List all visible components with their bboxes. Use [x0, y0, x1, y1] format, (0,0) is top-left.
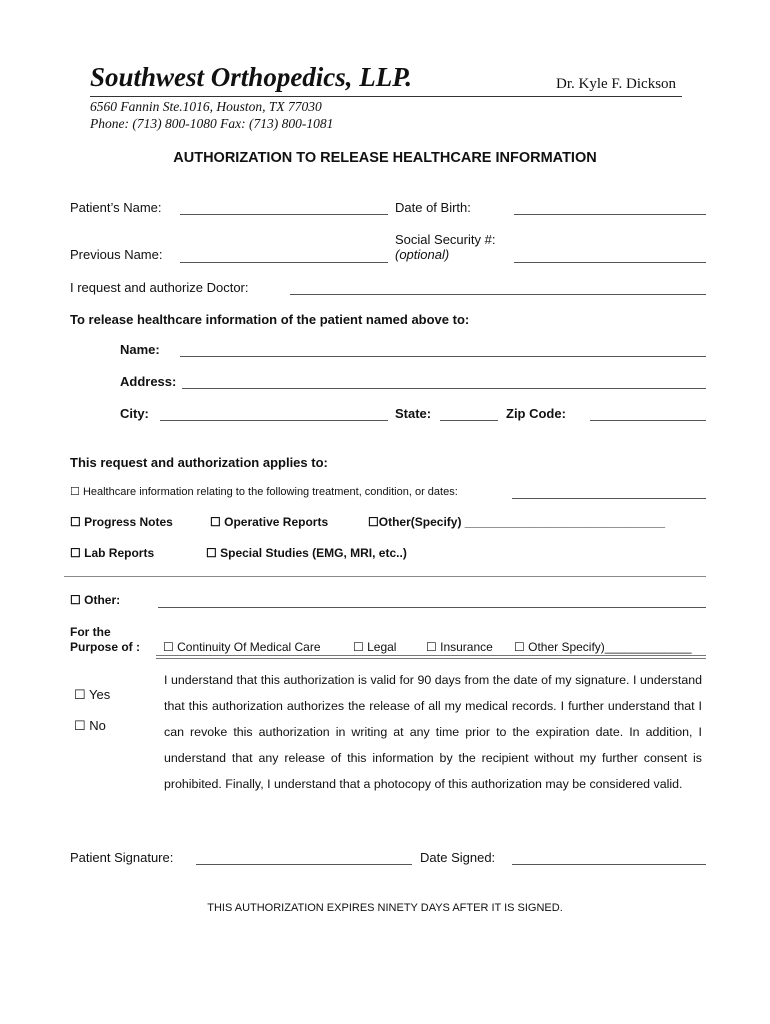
checkbox-icon[interactable]: ☐: [70, 515, 81, 529]
ssn-field[interactable]: [514, 262, 706, 263]
checkbox-icon[interactable]: ☐: [163, 640, 174, 654]
checkbox-icon[interactable]: ☐: [368, 515, 379, 529]
other-option[interactable]: [70, 593, 120, 607]
recipient-city-label: City:: [120, 406, 149, 421]
purpose-insurance-option[interactable]: [426, 640, 493, 654]
ssn-optional-note: (optional): [395, 247, 450, 262]
section-divider: [64, 576, 706, 577]
progress-notes-option[interactable]: [70, 515, 173, 529]
checkbox-icon[interactable]: ☐: [210, 515, 221, 529]
checkbox-icon[interactable]: ☐: [74, 687, 86, 702]
purpose-continuity-label: Continuity Of Medical Care: [177, 640, 321, 654]
purpose-divider: [156, 655, 706, 659]
recipient-state-label: State:: [395, 406, 432, 421]
checkbox-icon[interactable]: ☐: [70, 546, 81, 560]
healthcare-info-label: Healthcare information relating to the following treatment, condition, or dates:: [82, 486, 458, 498]
previous-name-field[interactable]: [180, 262, 388, 263]
expiration-notice: THIS AUTHORIZATION EXPIRES NINETY DAYS AFTER IT IS SIGNED.: [207, 902, 563, 914]
operative-reports-option[interactable]: [210, 515, 328, 529]
recipient-name-field[interactable]: [180, 356, 706, 357]
recipient-zip-label: Zip Code:: [506, 406, 566, 421]
purpose-other-label: Other Specify)_____________: [528, 640, 692, 654]
company-phone: Phone: (713) 800-1080 Fax: (713) 800-1081: [90, 116, 334, 131]
consent-yes-option[interactable]: [74, 687, 110, 703]
recipient-address-field[interactable]: [182, 388, 706, 389]
other-label: Other:: [84, 593, 121, 607]
checkbox-icon[interactable]: ☐: [206, 546, 217, 560]
patient-signature-label: Patient Signature:: [70, 850, 174, 865]
other-field[interactable]: [158, 607, 706, 608]
doctor-name: Dr. Kyle F. Dickson: [556, 76, 677, 92]
patient-name-label: Patient’s Name:: [70, 200, 162, 215]
consent-no-option[interactable]: [74, 718, 106, 734]
previous-name-label: Previous Name:: [70, 247, 163, 262]
recipient-name-label: Name:: [120, 342, 160, 357]
purpose-legal-label: Legal: [367, 640, 397, 654]
applies-heading: This request and authorization applies to:: [70, 455, 328, 470]
purpose-continuity-option[interactable]: [163, 640, 321, 654]
recipient-zip-field[interactable]: [590, 420, 706, 421]
purpose-label-line2: Purpose of :: [70, 640, 141, 654]
release-to-heading: To release healthcare information of the patient named above to:: [70, 312, 470, 327]
consent-no-label: No: [89, 718, 106, 733]
recipient-state-field[interactable]: [440, 420, 498, 421]
checkbox-icon[interactable]: ☐: [70, 486, 80, 498]
authorize-doctor-field[interactable]: [290, 294, 706, 295]
form-title: AUTHORIZATION TO RELEASE HEALTHCARE INFORMATION: [173, 150, 597, 166]
consent-yes-label: Yes: [89, 687, 111, 702]
purpose-legal-option[interactable]: [353, 640, 396, 654]
lab-reports-option[interactable]: [70, 546, 154, 560]
checkbox-icon[interactable]: ☐: [74, 718, 86, 733]
patient-signature-field[interactable]: [196, 864, 412, 865]
checkbox-icon[interactable]: ☐: [353, 640, 364, 654]
purpose-label-line1: For the: [70, 625, 111, 639]
purpose-insurance-label: Insurance: [440, 640, 493, 654]
progress-notes-label: Progress Notes: [84, 515, 173, 529]
recipient-address-label: Address:: [120, 374, 177, 389]
checkbox-icon[interactable]: ☐: [426, 640, 437, 654]
other-specify-label: Other(Specify) ______________________________: [378, 515, 665, 529]
special-studies-option[interactable]: [206, 546, 407, 560]
consent-paragraph: I understand that this authorization is valid for 90 days from the date of my signature. I understand that this authorization authorizes the release of all my medical records. I further understand that I can revoke this authorization in writing at any time prior to the expiration date. In addition, I understand that any release of this information by the recipient without my further consent is prohibited. Finally, I understand that a photocopy of this authorization may be considered valid.: [164, 673, 702, 791]
lab-reports-label: Lab Reports: [84, 546, 155, 560]
company-address: 6560 Fannin Ste.1016, Houston, TX 77030: [90, 99, 322, 114]
dob-field[interactable]: [514, 214, 706, 215]
special-studies-label: Special Studies (EMG, MRI, etc..): [220, 546, 407, 560]
healthcare-info-option[interactable]: [70, 485, 458, 498]
checkbox-icon[interactable]: ☐: [514, 640, 525, 654]
healthcare-info-field[interactable]: [512, 498, 706, 499]
recipient-city-field[interactable]: [160, 420, 388, 421]
checkbox-icon[interactable]: ☐: [70, 593, 81, 607]
ssn-label: Social Security #:: [395, 232, 496, 247]
operative-reports-label: Operative Reports: [224, 515, 329, 529]
company-name: Southwest Orthopedics, LLP.: [90, 62, 413, 92]
header-rule: [90, 96, 682, 97]
authorize-doctor-label: I request and authorize Doctor:: [70, 280, 249, 295]
patient-name-field[interactable]: [180, 214, 388, 215]
purpose-other-option[interactable]: [514, 640, 692, 654]
dob-label: Date of Birth:: [395, 200, 471, 215]
date-signed-field[interactable]: [512, 864, 706, 865]
other-specify-option[interactable]: [368, 515, 665, 529]
date-signed-label: Date Signed:: [420, 850, 496, 865]
